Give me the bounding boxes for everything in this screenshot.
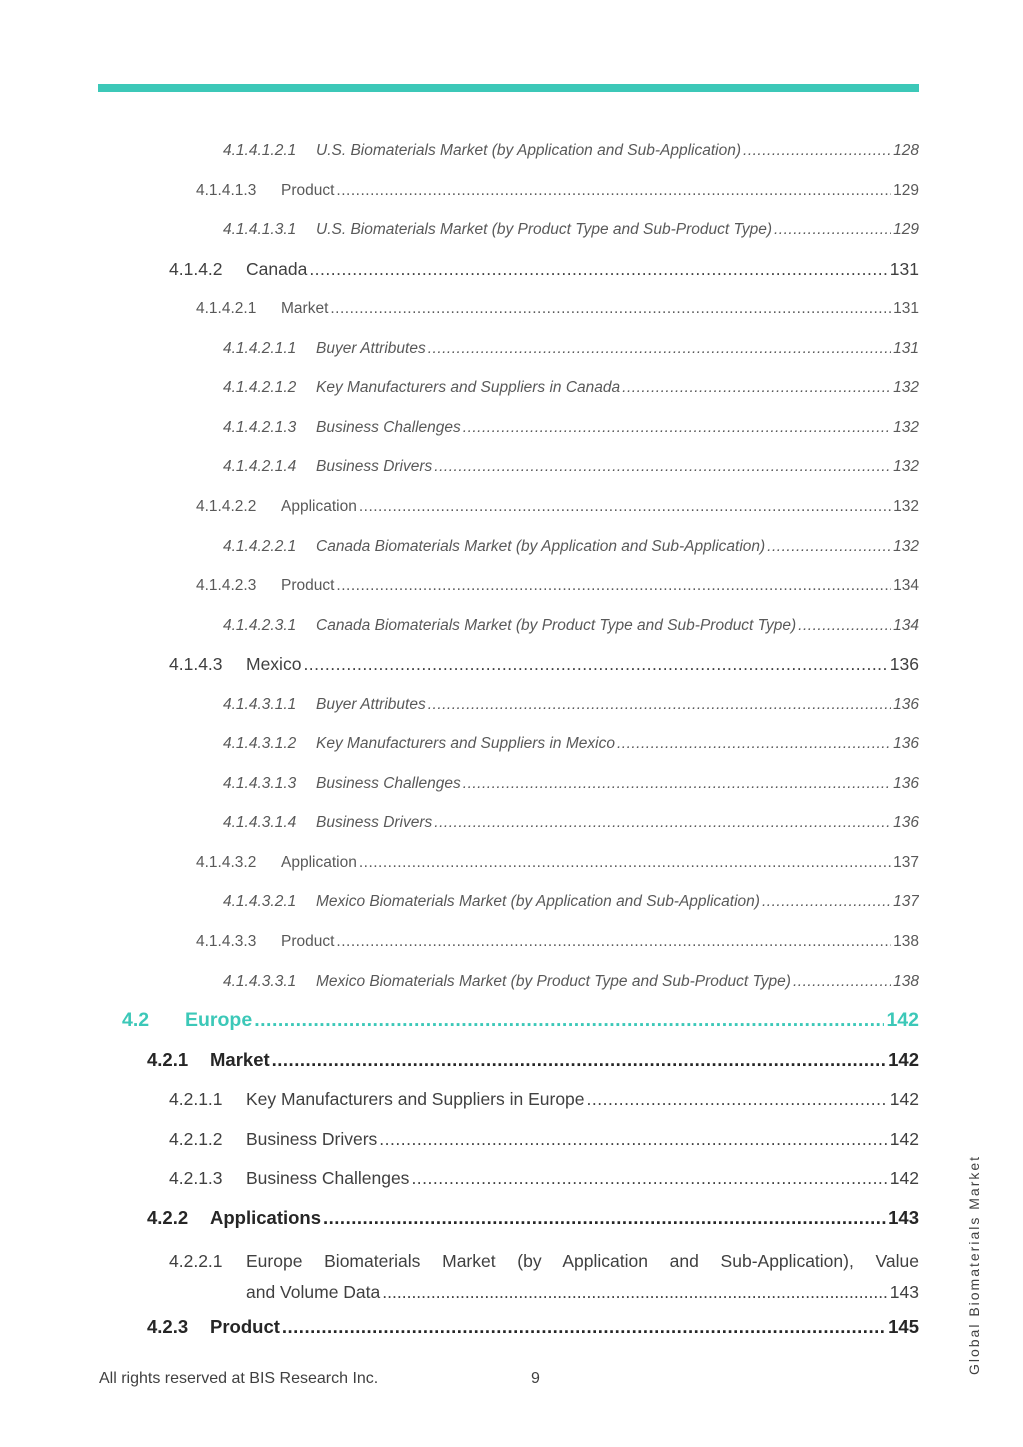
- toc-entry-number: 4.1.4.2: [169, 259, 223, 279]
- toc-leader-dots: [793, 973, 891, 992]
- toc-entry-title: Market: [281, 300, 329, 317]
- toc-leader-dots: [428, 340, 891, 359]
- toc-entry-number: 4.2: [122, 1009, 150, 1031]
- toc-entry-4-2[interactable]: [122, 1009, 919, 1032]
- toc-leader-dots: [336, 577, 891, 596]
- toc-leader-dots: [463, 419, 891, 438]
- toc-entry-title: Key Manufacturers and Suppliers in Canada: [316, 379, 621, 396]
- toc-leader-dots: [463, 775, 891, 794]
- toc-entry-page: 137: [893, 893, 919, 910]
- toc-entry-4-1-4-1-2-1[interactable]: [223, 142, 919, 161]
- toc-leader-dots: [359, 498, 891, 517]
- toc-leader-dots: [309, 259, 887, 280]
- toc-leader-dots: [428, 696, 891, 715]
- toc-entry-4-1-4-3[interactable]: [169, 654, 919, 675]
- toc-entry-number: 4.2.1.2: [169, 1129, 223, 1149]
- toc-entry-title-line1: Europe Biomaterials Market (by Application and Sub-Application), Value: [246, 1251, 919, 1271]
- toc-entry-page: 132: [893, 458, 919, 475]
- toc-entry-number: 4.1.4.2.2: [196, 498, 257, 515]
- toc-leader-dots: [379, 1129, 888, 1150]
- toc-entry-title: Product: [281, 577, 335, 594]
- toc-entry-page: 142: [889, 1089, 919, 1109]
- toc-leader-dots: [382, 1277, 888, 1308]
- toc-leader-dots: [330, 300, 891, 319]
- toc-entry-page: 142: [886, 1009, 919, 1031]
- toc-entry-page: 138: [893, 973, 919, 990]
- toc-entry-4-1-4-3-3[interactable]: [196, 933, 919, 952]
- toc-leader-dots: [743, 142, 891, 161]
- toc-entry-title: Europe: [185, 1009, 253, 1031]
- toc-entry-page: 132: [893, 538, 919, 555]
- toc-entry-4-1-4-2-1-1[interactable]: [223, 340, 919, 359]
- toc-entry-4-2-1-1[interactable]: [169, 1089, 919, 1110]
- toc-entry-number: 4.1.4.2.2.1: [223, 538, 297, 555]
- toc-entry-title: Buyer Attributes: [316, 340, 426, 357]
- toc-entry-4-2-1-3[interactable]: [169, 1168, 919, 1189]
- toc-leader-dots: [762, 893, 891, 912]
- toc-entry-4-1-4-2-2[interactable]: [196, 498, 919, 517]
- toc-entry-title: Canada Biomaterials Market (by Application and Sub-Application): [316, 538, 766, 555]
- toc-entry-title: Business Challenges: [246, 1168, 410, 1188]
- toc-entry-number: 4.1.4.2.3.1: [223, 617, 297, 634]
- toc-entry-4-2-1[interactable]: [147, 1049, 919, 1071]
- toc-entry-title: Business Drivers: [316, 814, 433, 831]
- toc-entry-title: Product: [281, 182, 335, 199]
- toc-entry-4-1-4-2[interactable]: [169, 259, 919, 280]
- footer-copyright: All rights reserved at BIS Research Inc.: [99, 1370, 379, 1387]
- toc-entry-page: 134: [893, 617, 919, 634]
- toc-entry-4-1-4-3-1-3[interactable]: [223, 775, 919, 794]
- toc-entry-page: 136: [893, 735, 919, 752]
- toc-leader-dots: [798, 617, 891, 636]
- toc-entry-title: Key Manufacturers and Suppliers in Europe: [246, 1089, 585, 1109]
- toc-entry-number: 4.1.4.2.1.1: [223, 340, 297, 357]
- toc-leader-dots: [282, 1316, 886, 1338]
- toc-entry-number: 4.2.1: [147, 1049, 189, 1070]
- toc-entry-number: 4.1.4.3.3.1: [223, 973, 297, 990]
- toc-entry-title: Market: [210, 1049, 270, 1070]
- toc-entry-page: 136: [889, 654, 919, 674]
- toc-entry-title: Canada Biomaterials Market (by Product Type and Sub-Product Type): [316, 617, 797, 634]
- toc-leader-dots: [774, 221, 891, 240]
- toc-entry-number: 4.2.3: [147, 1316, 189, 1337]
- toc-entry-4-1-4-1-3[interactable]: [196, 182, 919, 201]
- toc-entry-title: Key Manufacturers and Suppliers in Mexico: [316, 735, 615, 752]
- toc-entry-page: 131: [893, 340, 919, 357]
- side-running-title: Global Biomaterials Market: [966, 1154, 982, 1376]
- toc-entry-page: 129: [893, 182, 919, 199]
- toc-entry-number: 4.1.4.3.1.3: [223, 775, 297, 792]
- toc-entry-page: 128: [893, 142, 919, 159]
- toc-leader-dots: [303, 654, 887, 675]
- toc-entry-number: 4.1.4.3.3: [196, 933, 257, 950]
- toc-entry-number: 4.1.4.1.3: [196, 182, 257, 199]
- toc-entry-4-1-4-2-3-1[interactable]: [223, 617, 919, 636]
- toc-entry-number: 4.1.4.1.3.1: [223, 221, 297, 238]
- toc-entry-number: 4.1.4.3: [169, 654, 223, 674]
- toc-leader-dots: [359, 854, 891, 873]
- toc-entry-page: 143: [888, 1207, 919, 1228]
- toc-entry-number: 4.1.4.3.2.1: [223, 893, 297, 910]
- toc-entry-page: 142: [889, 1168, 919, 1188]
- toc-entry-title-line2: and Volume Data: [246, 1282, 381, 1302]
- toc-entry-4-1-4-2-3[interactable]: [196, 577, 919, 596]
- toc-leader-dots: [254, 1009, 884, 1032]
- toc-entry-page: 142: [889, 1129, 919, 1149]
- toc-entry-4-1-4-3-2[interactable]: [196, 854, 919, 873]
- toc-entry-number: 4.1.4.2.1.4: [223, 458, 297, 475]
- toc-entry-4-1-4-3-1-1[interactable]: [223, 696, 919, 715]
- toc-entry-page: 136: [893, 696, 919, 713]
- toc-leader-dots: [767, 538, 891, 557]
- toc-entry-4-1-4-2-1-2[interactable]: [223, 379, 919, 398]
- toc-leader-dots: [336, 933, 891, 952]
- toc-leader-dots: [336, 182, 891, 201]
- toc-entry-page: 129: [893, 221, 919, 238]
- header-accent-bar: [98, 84, 919, 92]
- toc-entry-title: Mexico Biomaterials Market (by Product Type and Sub-Product Type): [316, 973, 791, 990]
- toc-entry-4-2-3[interactable]: [147, 1316, 919, 1338]
- toc-entry-title: Product: [210, 1316, 280, 1337]
- toc-entry-page: 134: [893, 577, 919, 594]
- toc-entry-page: 136: [893, 814, 919, 831]
- toc-entry-page: 131: [893, 300, 919, 317]
- toc-entry-4-2-1-2[interactable]: [169, 1129, 919, 1150]
- toc-entry-title: Business Drivers: [316, 458, 433, 475]
- toc-entry-title: Business Challenges: [316, 775, 461, 792]
- toc-entry-4-1-4-2-1[interactable]: [196, 300, 919, 319]
- toc-entry-page: 136: [893, 775, 919, 792]
- toc-entry-title: Mexico Biomaterials Market (by Application and Sub-Application): [316, 893, 760, 910]
- toc-entry-4-2-2[interactable]: [147, 1207, 919, 1229]
- toc-leader-dots: [434, 814, 891, 833]
- toc-leader-dots: [622, 379, 891, 398]
- toc-entry-4-2-2-1[interactable]: [169, 1246, 919, 1308]
- toc-entry-page: 137: [893, 854, 919, 871]
- toc-entry-title: U.S. Biomaterials Market (by Product Type and Sub-Product Type): [316, 221, 772, 238]
- toc-entry-page: 142: [888, 1049, 919, 1070]
- toc-entry-page: 132: [893, 379, 919, 396]
- toc-entry-page: 138: [893, 933, 919, 950]
- toc-entry-number: 4.2.1.3: [169, 1168, 223, 1188]
- toc-entry-4-1-4-2-1-3[interactable]: [223, 419, 919, 438]
- toc-entry-title: Buyer Attributes: [316, 696, 426, 713]
- toc-entry-title: Canada: [246, 259, 308, 279]
- toc-entry-number: 4.1.4.3.2: [196, 854, 257, 871]
- toc-entry-title: Application: [281, 498, 357, 515]
- toc-entry-page: 131: [889, 259, 919, 279]
- toc-entry-number: 4.1.4.3.1.4: [223, 814, 297, 831]
- toc-leader-dots: [323, 1207, 886, 1229]
- toc-entry-title: Applications: [210, 1207, 322, 1228]
- toc-entry-4-1-4-2-1-4[interactable]: [223, 458, 919, 477]
- toc-entry-4-1-4-3-1-4[interactable]: [223, 814, 919, 833]
- toc-entry-title: Application: [281, 854, 357, 871]
- toc-entry-number: 4.1.4.1.2.1: [223, 142, 297, 159]
- toc-entry-number: 4.1.4.2.1.2: [223, 379, 297, 396]
- toc-leader-dots: [411, 1168, 887, 1189]
- toc-entry-4-1-4-3-1-2[interactable]: [223, 735, 919, 754]
- toc-entry-page: 143: [889, 1282, 919, 1302]
- toc-entry-number: 4.1.4.3.1.1: [223, 696, 297, 713]
- toc-leader-dots: [617, 735, 891, 754]
- toc-entry-page: 145: [888, 1316, 919, 1337]
- toc-leader-dots: [434, 458, 891, 477]
- toc-entry-title: Product: [281, 933, 335, 950]
- toc-entry-number: 4.2.1.1: [169, 1089, 223, 1109]
- toc-entry-number: 4.2.2: [147, 1207, 189, 1228]
- toc-entry-number: 4.1.4.2.1: [196, 300, 257, 317]
- toc-leader-dots: [272, 1049, 886, 1071]
- toc-entry-title: U.S. Biomaterials Market (by Application and Sub-Application): [316, 142, 742, 159]
- toc-entry-number: 4.2.2.1: [169, 1251, 223, 1271]
- toc-entry-4-1-4-3-3-1[interactable]: [223, 973, 919, 992]
- toc-entry-title: Business Challenges: [316, 419, 461, 436]
- toc-entry-4-1-4-2-2-1[interactable]: [223, 538, 919, 557]
- toc-entry-4-1-4-1-3-1[interactable]: [223, 221, 919, 240]
- toc-entry-number: 4.1.4.2.1.3: [223, 419, 297, 436]
- toc-entry-page: 132: [893, 498, 919, 515]
- toc-entry-4-1-4-3-2-1[interactable]: [223, 893, 919, 912]
- toc-entry-number: 4.1.4.3.1.2: [223, 735, 297, 752]
- toc-entry-page: 132: [893, 419, 919, 436]
- toc-entry-title: Mexico: [246, 654, 302, 674]
- toc-entry-number: 4.1.4.2.3: [196, 577, 257, 594]
- page-number: 9: [531, 1370, 540, 1387]
- toc-leader-dots: [587, 1089, 888, 1110]
- toc-entry-title: Business Drivers: [246, 1129, 378, 1149]
